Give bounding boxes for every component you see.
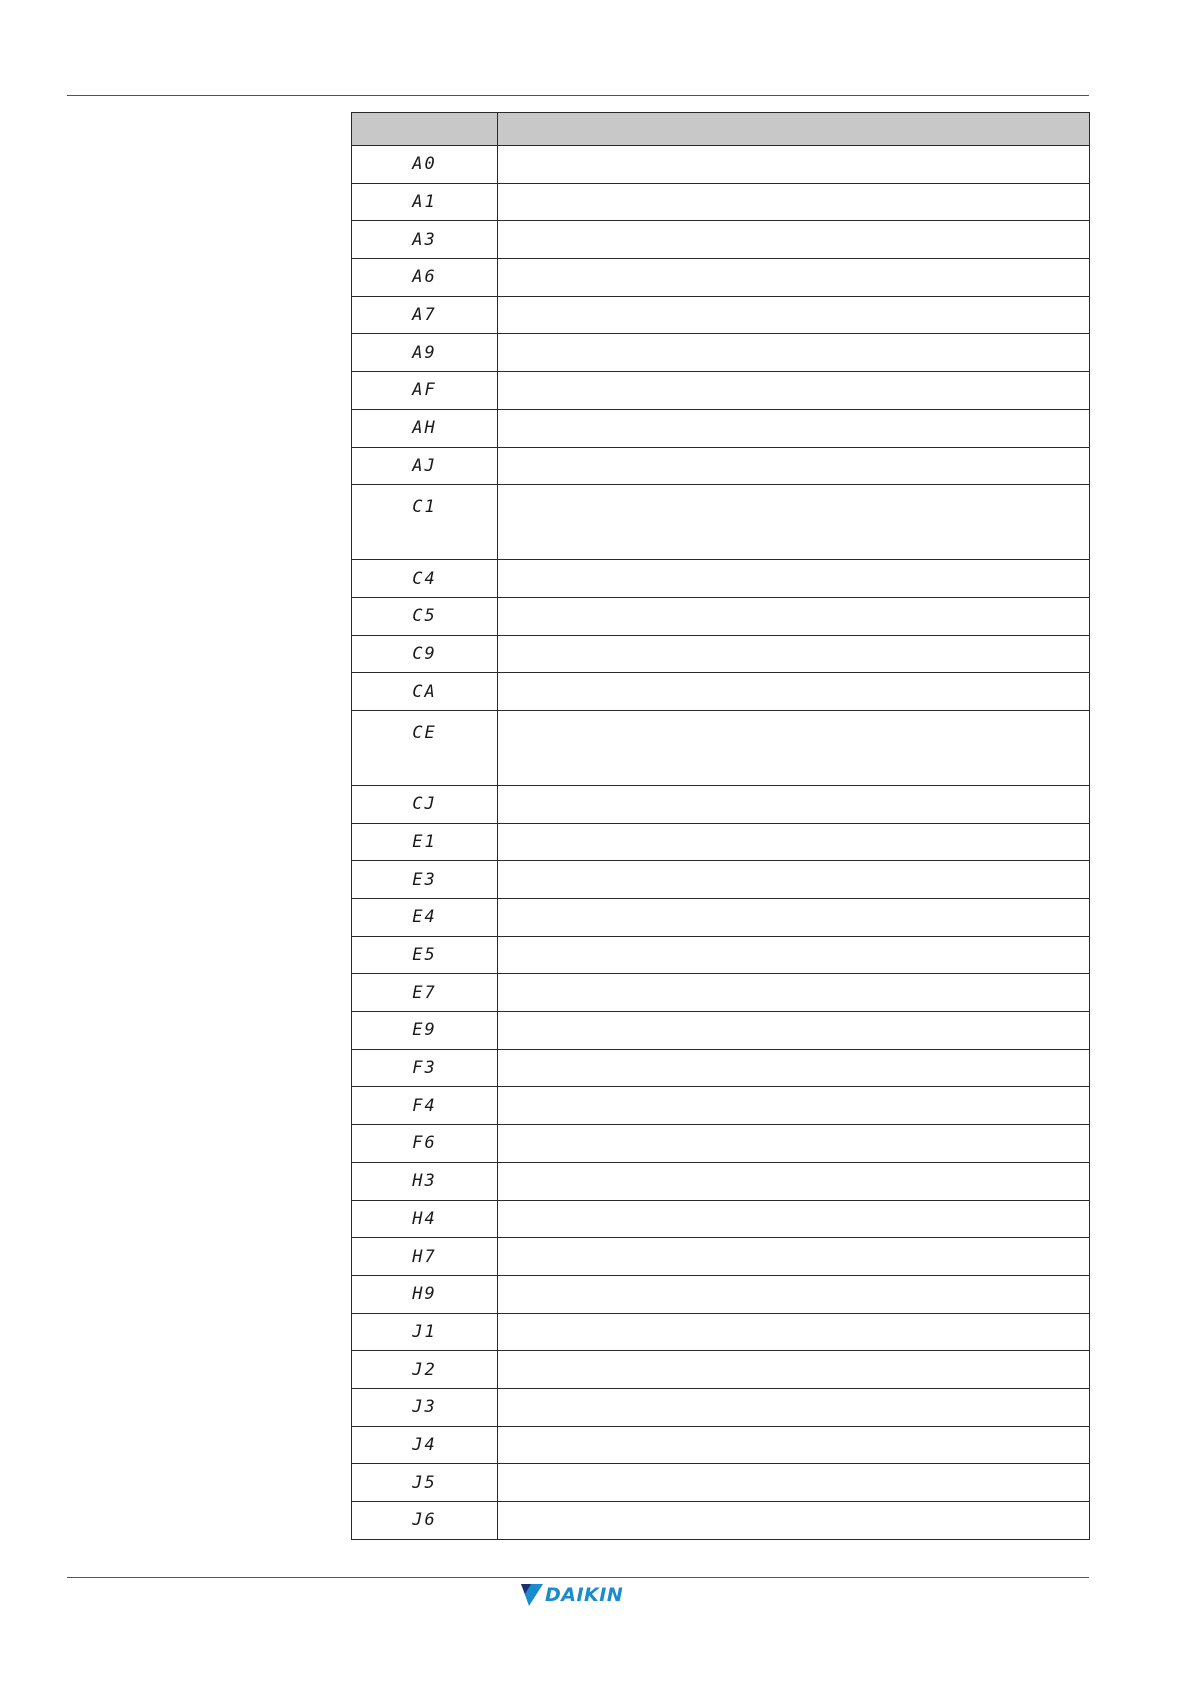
error-code-cell: CA: [352, 673, 498, 711]
error-code-cell: C5: [352, 597, 498, 635]
table-row: [352, 1162, 1090, 1200]
table-row: [352, 447, 1090, 485]
description-cell: [498, 1313, 1090, 1351]
description-cell: [498, 785, 1090, 823]
description-cell: [498, 823, 1090, 861]
table-row: [352, 1313, 1090, 1351]
error-code-cell: C4: [352, 560, 498, 598]
table-row: [352, 1464, 1090, 1502]
table-row: [352, 785, 1090, 823]
table-row: [352, 1238, 1090, 1276]
error-code-cell: J3: [352, 1388, 498, 1426]
table-row: [352, 146, 1090, 184]
description-cell: [498, 409, 1090, 447]
error-code-cell: E9: [352, 1012, 498, 1050]
description-cell: [498, 296, 1090, 334]
description-cell: [498, 673, 1090, 711]
header-cell-description: [498, 113, 1090, 146]
error-code-cell: F3: [352, 1049, 498, 1087]
description-cell: [498, 1087, 1090, 1125]
error-code-cell: A3: [352, 221, 498, 259]
error-code-cell: A6: [352, 259, 498, 297]
table-row: [352, 560, 1090, 598]
error-code-cell: CJ: [352, 785, 498, 823]
table-row: [352, 673, 1090, 711]
error-code-table: [351, 112, 1090, 1540]
error-code-cell: C1: [352, 485, 498, 560]
table-row: [352, 221, 1090, 259]
description-cell: [498, 597, 1090, 635]
description-cell: [498, 334, 1090, 372]
table-row: [352, 334, 1090, 372]
table-row: [352, 936, 1090, 974]
daikin-logo-text: DAIKIN: [545, 1584, 624, 1606]
table-row: [352, 1275, 1090, 1313]
error-code-cell: C9: [352, 635, 498, 673]
error-code-cell: J2: [352, 1351, 498, 1389]
table-row: [352, 183, 1090, 221]
error-code-cell: H9: [352, 1275, 498, 1313]
table-row: [352, 1049, 1090, 1087]
description-cell: [498, 936, 1090, 974]
error-code-cell: A1: [352, 183, 498, 221]
table-row: [352, 635, 1090, 673]
table-row: [352, 409, 1090, 447]
description-cell: [498, 974, 1090, 1012]
footer-rule: [67, 1577, 1089, 1578]
error-code-cell: E4: [352, 899, 498, 937]
description-cell: [498, 1426, 1090, 1464]
error-code-cell: J5: [352, 1464, 498, 1502]
error-code-cell: A7: [352, 296, 498, 334]
error-code-cell: E7: [352, 974, 498, 1012]
daikin-logo-icon: [521, 1584, 543, 1606]
description-cell: [498, 485, 1090, 560]
table-row: [352, 1351, 1090, 1389]
table-row: [352, 1388, 1090, 1426]
error-code-cell: H7: [352, 1238, 498, 1276]
header-rule: [67, 95, 1089, 96]
description-cell: [498, 1012, 1090, 1050]
table-row: [352, 1125, 1090, 1163]
table-row: [352, 861, 1090, 899]
table-row: [352, 1426, 1090, 1464]
error-code-cell: E3: [352, 861, 498, 899]
error-code-cell: AF: [352, 372, 498, 410]
table-row: [352, 1502, 1090, 1540]
description-cell: [498, 447, 1090, 485]
error-code-cell: AH: [352, 409, 498, 447]
table-row: [352, 372, 1090, 410]
description-cell: [498, 861, 1090, 899]
description-cell: [498, 1049, 1090, 1087]
error-code-cell: F6: [352, 1125, 498, 1163]
table-row: [352, 823, 1090, 861]
error-code-cell: J1: [352, 1313, 498, 1351]
table-body: [352, 146, 1090, 1540]
description-cell: [498, 1388, 1090, 1426]
description-cell: [498, 1502, 1090, 1540]
description-cell: [498, 1162, 1090, 1200]
header-cell-code: [352, 113, 498, 146]
description-cell: [498, 710, 1090, 785]
description-cell: [498, 899, 1090, 937]
table-row: [352, 485, 1090, 560]
description-cell: [498, 1125, 1090, 1163]
table-row: [352, 1087, 1090, 1125]
description-cell: [498, 635, 1090, 673]
description-cell: [498, 560, 1090, 598]
description-cell: [498, 146, 1090, 184]
error-code-cell: J4: [352, 1426, 498, 1464]
error-code-cell: A9: [352, 334, 498, 372]
error-code-cell: J6: [352, 1502, 498, 1540]
description-cell: [498, 1464, 1090, 1502]
error-code-cell: F4: [352, 1087, 498, 1125]
description-cell: [498, 1275, 1090, 1313]
error-code-cell: H3: [352, 1162, 498, 1200]
table-row: [352, 259, 1090, 297]
error-code-cell: H4: [352, 1200, 498, 1238]
description-cell: [498, 372, 1090, 410]
table-row: [352, 597, 1090, 635]
description-cell: [498, 1200, 1090, 1238]
table-row: [352, 1200, 1090, 1238]
table-row: [352, 296, 1090, 334]
description-cell: [498, 183, 1090, 221]
daikin-logo: [521, 1584, 623, 1606]
description-cell: [498, 221, 1090, 259]
error-code-cell: E1: [352, 823, 498, 861]
error-code-cell: A0: [352, 146, 498, 184]
description-cell: [498, 259, 1090, 297]
description-cell: [498, 1238, 1090, 1276]
table-row: [352, 899, 1090, 937]
error-code-cell: CE: [352, 710, 498, 785]
description-cell: [498, 1351, 1090, 1389]
table-row: [352, 710, 1090, 785]
error-code-cell: E5: [352, 936, 498, 974]
table-row: [352, 1012, 1090, 1050]
table-row: [352, 974, 1090, 1012]
table-header-row: [352, 113, 1090, 146]
error-code-cell: AJ: [352, 447, 498, 485]
